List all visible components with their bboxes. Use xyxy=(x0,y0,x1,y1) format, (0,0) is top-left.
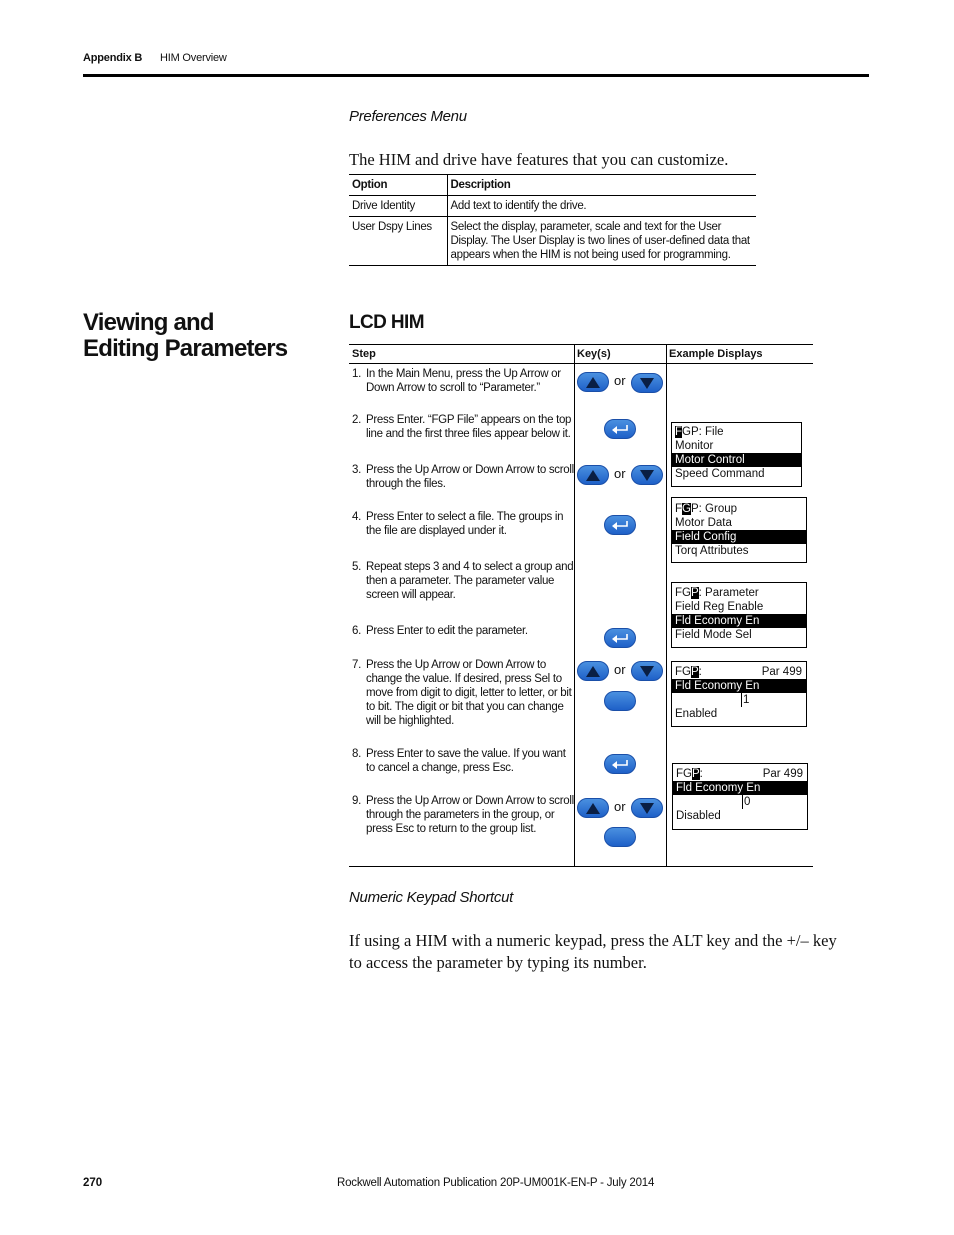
enter-key[interactable] xyxy=(604,419,636,439)
column-header: Description xyxy=(447,175,756,196)
value-cursor-bar xyxy=(741,693,742,707)
lcd-line: Field Mode Sel xyxy=(675,629,752,641)
table-bottom-rule xyxy=(349,866,813,867)
cursor: G xyxy=(682,503,691,515)
down-arrow-key[interactable] xyxy=(631,465,663,485)
or-label: or xyxy=(614,662,626,677)
preferences-intro: The HIM and drive have features that you can customize. xyxy=(349,150,729,169)
header-rule xyxy=(83,74,869,77)
value-state: Enabled xyxy=(675,708,718,720)
cursor: P xyxy=(691,768,700,780)
down-arrow-icon xyxy=(640,666,654,677)
enter-icon xyxy=(611,520,629,530)
down-arrow-key[interactable] xyxy=(631,661,663,681)
description-cell: Add text to identify the drive. xyxy=(447,196,756,217)
lcd-line-selected: Field Config xyxy=(672,530,806,544)
up-arrow-key[interactable] xyxy=(577,372,609,392)
or-label: or xyxy=(614,373,626,388)
enter-icon xyxy=(611,633,629,643)
step-5: 5. Repeat steps 3 and 4 to select a group and then a parameter. The parameter value screen will appear. xyxy=(352,561,574,601)
up-arrow-icon xyxy=(586,666,600,677)
table-row xyxy=(349,217,756,266)
lcd-line-selected: Fld Economy En xyxy=(672,679,806,693)
publication-info: Rockwell Automation Publication 20P-UM001K-EN-P - July 2014 xyxy=(337,1177,655,1189)
lcd-line-selected: Fld Economy En xyxy=(673,781,807,795)
lcd-line: Torq Attributes xyxy=(675,545,749,557)
parameter-value: 1 xyxy=(743,694,750,706)
running-header xyxy=(83,52,227,64)
lcd-parameter-display: FGP: Parameter Field Reg Enable Fld Economy En Field Mode Sel xyxy=(671,582,807,648)
parameter-number: Par 499 xyxy=(761,666,802,678)
option-cell: User Dspy Lines xyxy=(349,217,447,266)
or-label: or xyxy=(614,466,626,481)
lcd-group-display: FGP: Group Motor Data Field Config Torq Attributes xyxy=(671,497,807,563)
table-header-row xyxy=(349,175,756,196)
enter-icon xyxy=(611,424,629,434)
value-state: Disabled xyxy=(676,810,721,822)
lcd-line: Motor Data xyxy=(675,517,732,529)
lcd-line: Field Reg Enable xyxy=(675,601,764,613)
up-arrow-key[interactable] xyxy=(577,661,609,681)
lcd-line: Monitor xyxy=(675,440,714,452)
column-header: Option xyxy=(349,175,447,196)
lcd-file-display: FGP: File Monitor Motor Control Speed Command xyxy=(671,422,802,487)
shortcut-title: Numeric Keypad Shortcut xyxy=(349,889,514,906)
esc-key[interactable] xyxy=(604,827,636,847)
lcd-line-selected: Fld Economy En xyxy=(672,614,806,628)
value-cursor-bar xyxy=(742,795,743,809)
step-2: 2. Press Enter. “FGP File” appears on the top line and the first three files appear below it. xyxy=(352,414,572,440)
preferences-title: Preferences Menu xyxy=(349,108,467,125)
sel-key[interactable] xyxy=(604,691,636,711)
keys-column-header: Key(s) xyxy=(577,348,611,360)
or-label: or xyxy=(614,799,626,814)
step-column-header: Step xyxy=(352,348,376,360)
table-row xyxy=(349,196,756,217)
lcd-line: Speed Command xyxy=(675,468,765,480)
up-arrow-icon xyxy=(586,470,600,481)
step-7: 7. Press the Up Arrow or Down Arrow to change the value. If desired, press Sel to move from digit to digit, letter to letter, or bit to bit. The digit or bit that you can change will be highlighted. xyxy=(352,659,572,727)
step-8: 8. Press Enter to save the value. If you want to cancel a change, press Esc. xyxy=(352,748,566,774)
parameter-value: 0 xyxy=(744,796,751,808)
enter-key[interactable] xyxy=(604,628,636,648)
step-1: 1. In the Main Menu, press the Up Arrow or Down Arrow to scroll to “Parameter.” xyxy=(352,368,561,394)
up-arrow-icon xyxy=(586,377,600,388)
down-arrow-key[interactable] xyxy=(631,798,663,818)
lcd-value-display-disabled: FGP: Par 499 Fld Economy En 0 Disabled xyxy=(672,763,808,830)
down-arrow-icon xyxy=(640,378,654,389)
step-3: 3. Press the Up Arrow or Down Arrow to scroll through the files. xyxy=(352,464,574,490)
page-number: 270 xyxy=(83,1177,103,1189)
up-arrow-icon xyxy=(586,803,600,814)
preferences-table xyxy=(349,174,756,266)
enter-icon xyxy=(611,759,629,769)
section-label: HIM Overview xyxy=(160,52,227,64)
step-9: 9. Press the Up Arrow or Down Arrow to scroll through the parameters in the group, or press Esc to return to the group list. xyxy=(352,795,574,835)
option-cell: Drive Identity xyxy=(349,196,447,217)
shortcut-text: If using a HIM with a numeric keypad, press the ALT key and the +/– key to access the parameter by typing its number. xyxy=(349,931,837,972)
description-cell: Select the display, parameter, scale and text for the User Display. The User Display is two lines of user-defined data that appears when the HIM is not being used for programming. xyxy=(447,217,756,266)
displays-column-header: Example Displays xyxy=(669,348,763,360)
lcd-value-display-enabled: FGP: Par 499 Fld Economy En 1 Enabled xyxy=(671,661,807,727)
down-arrow-key[interactable] xyxy=(631,373,663,393)
step-6: 6. Press Enter to edit the parameter. xyxy=(352,625,528,637)
cursor: F xyxy=(675,426,683,438)
section-title: Viewing and Editing Parameters xyxy=(83,309,288,362)
lcd-line-selected: Motor Control xyxy=(672,453,801,467)
column-divider xyxy=(666,344,667,866)
down-arrow-icon xyxy=(640,470,654,481)
column-divider xyxy=(574,344,575,866)
cursor: P xyxy=(690,587,699,599)
step-4: 4. Press Enter to select a file. The groups in the file are displayed under it. xyxy=(352,511,564,537)
up-arrow-key[interactable] xyxy=(577,465,609,485)
up-arrow-key[interactable] xyxy=(577,798,609,818)
cursor: P xyxy=(690,666,699,678)
section-subtitle: LCD HIM xyxy=(349,312,424,333)
parameter-number: Par 499 xyxy=(762,768,803,780)
appendix-label: Appendix B xyxy=(83,52,143,64)
down-arrow-icon xyxy=(640,803,654,814)
enter-key[interactable] xyxy=(604,515,636,535)
enter-key[interactable] xyxy=(604,754,636,774)
